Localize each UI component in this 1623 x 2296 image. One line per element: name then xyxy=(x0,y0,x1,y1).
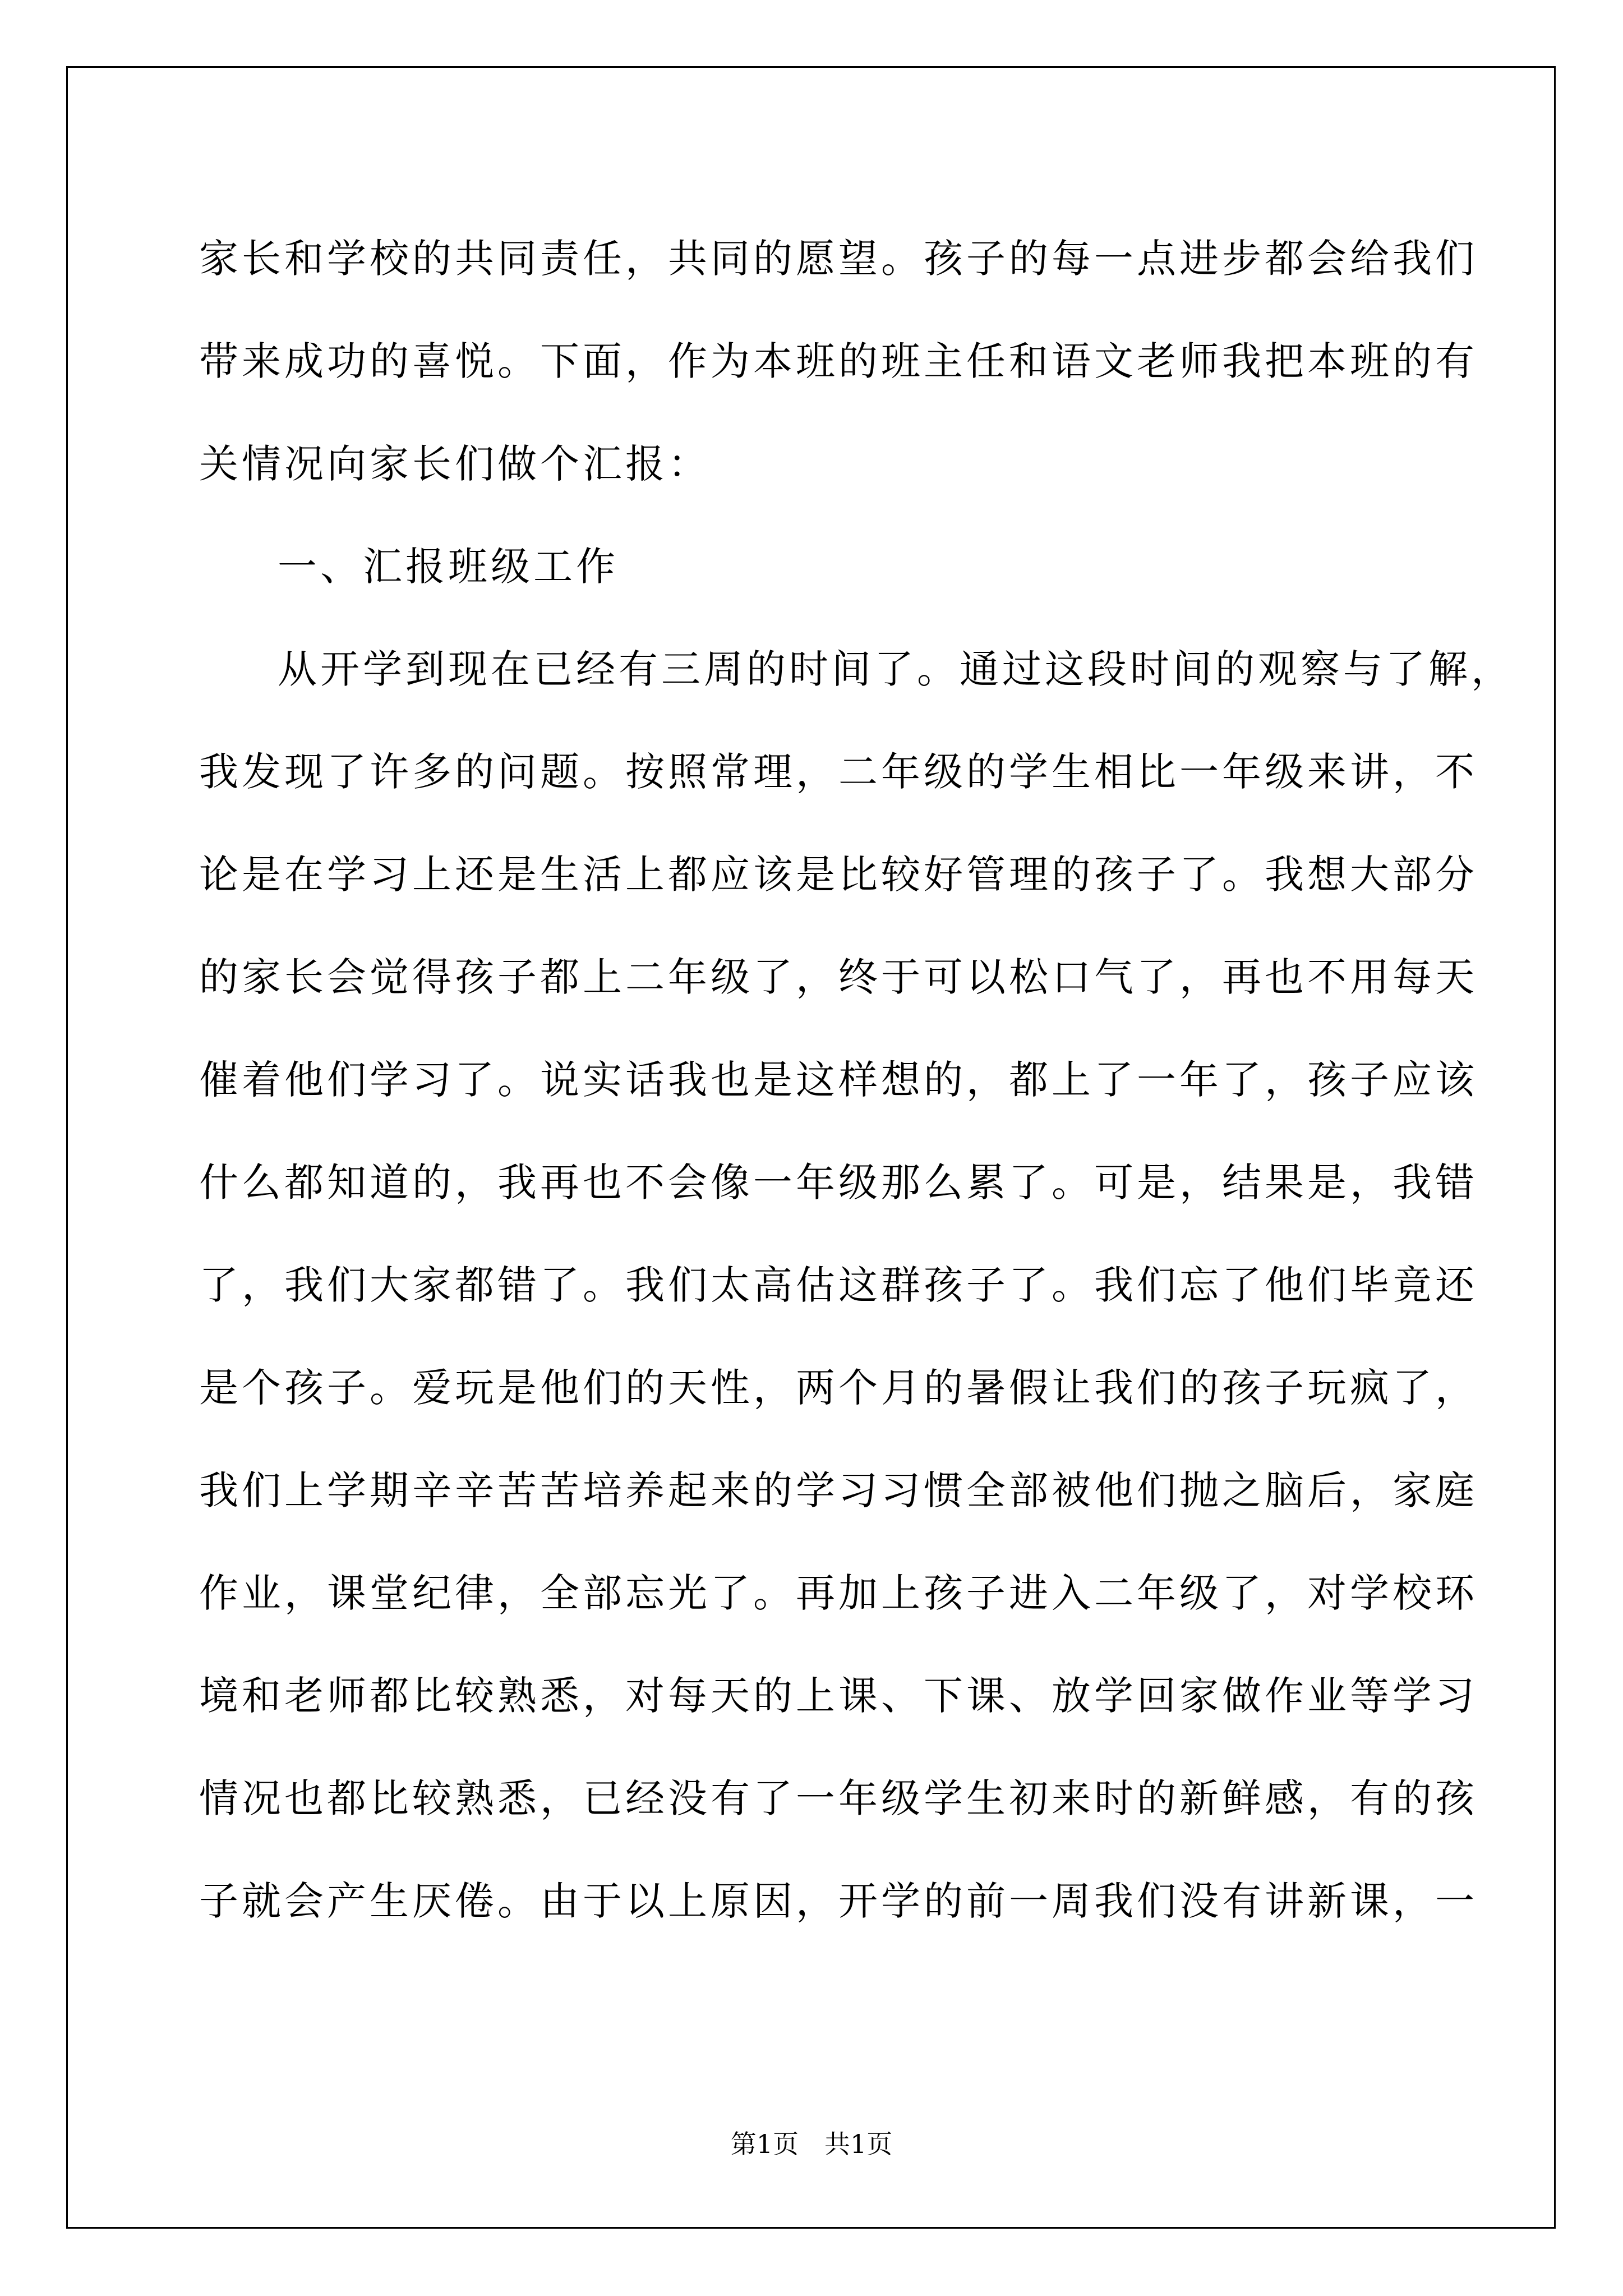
text-line: 境和老师都比较熟悉，对每天的上课、下课、放学回家做作业等学习 xyxy=(199,1673,1478,1719)
text-line: 我们上学期辛辛苦苦培养起来的学习习惯全部被他们抛之脑后，家庭 xyxy=(199,1467,1478,1513)
text-line: 是个孩子。爱玩是他们的天性，两个月的暑假让我们的孩子玩疯了， xyxy=(199,1365,1478,1411)
document-body xyxy=(199,208,1514,1953)
text-line: 作业，课堂纪律，全部忘光了。再加上孩子进入二年级了，对学校环 xyxy=(199,1570,1478,1616)
page-total: 共1页 xyxy=(824,2129,893,2159)
section-heading: 一、汇报班级工作 xyxy=(278,544,619,590)
text-line: 情况也都比较熟悉，已经没有了一年级学生初来时的新鲜感，有的孩 xyxy=(199,1775,1478,1821)
text-line: 了，我们大家都错了。我们太高估这群孩子了。我们忘了他们毕竟还 xyxy=(199,1262,1478,1308)
text-line: 催着他们学习了。说实话我也是这样想的，都上了一年了，孩子应该 xyxy=(199,1057,1478,1103)
text-line: 的家长会觉得孩子都上二年级了，终于可以松口气了，再也不用每天 xyxy=(199,954,1478,1000)
page-footer xyxy=(0,2127,1623,2161)
text-line: 什么都知道的，我再也不会像一年级那么累了。可是，结果是，我错 xyxy=(199,1159,1478,1205)
text-line: 带来成功的喜悦。下面，作为本班的班主任和语文老师我把本班的有 xyxy=(199,338,1478,384)
text-line: 从开学到现在已经有三周的时间了。通过这段时间的观察与了解， xyxy=(278,646,1514,692)
text-line: 论是在学习上还是生活上都应该是比较好管理的孩子了。我想大部分 xyxy=(199,852,1478,898)
text-line: 关情况向家长们做个汇报： xyxy=(199,441,711,487)
text-line: 家长和学校的共同责任，共同的愿望。孩子的每一点进步都会给我们 xyxy=(199,236,1478,282)
text-line: 子就会产生厌倦。由于以上原因，开学的前一周我们没有讲新课，一 xyxy=(199,1878,1478,1924)
text-line: 我发现了许多的问题。按照常理，二年级的学生相比一年级来讲，不 xyxy=(199,749,1478,795)
page-number: 第1页 xyxy=(730,2129,799,2159)
